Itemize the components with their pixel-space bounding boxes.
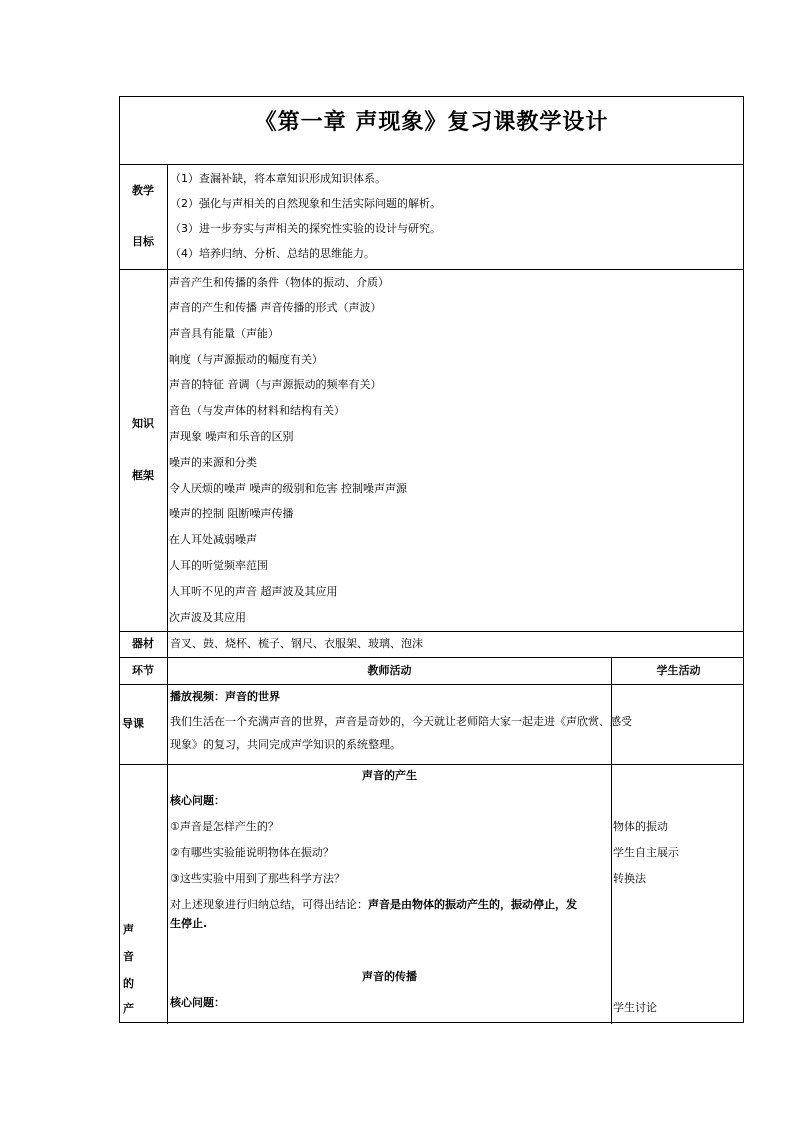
student-activity: 学生自主展示 [613, 846, 679, 859]
conclusion-line [170, 898, 577, 912]
objective-item: （4）培养归纳、分析、总结的思维能力。 [170, 247, 375, 260]
row-divider [120, 269, 743, 270]
intro-label: 导课 [122, 717, 144, 730]
objective-item: （3）进一步夯实与声相关的探究性实验的设计与研究。 [170, 222, 441, 235]
intro-text: 我们生活在一个充满声音的世界，声音是奇妙的，今天就让老师陪大家一起走进《声欣赏、感受 [170, 715, 632, 728]
objectives-label-a: 教学 [132, 184, 154, 197]
section-label-char: 声 [123, 923, 134, 936]
framework-line: 声音具有能量（声能） [169, 327, 279, 340]
question-item: ②有哪些实验能说明物体在振动？ [170, 846, 334, 859]
header-stage: 环节 [132, 664, 154, 677]
framework-line: 音色（与发声体的材料和结构有关） [169, 404, 345, 417]
framework-line: 响度（与声源振动的幅度有关） [169, 353, 323, 366]
framework-line: 声音的产生和传播 声音传播的形式（声波） [169, 301, 382, 314]
framework-line: 噪声的来源和分类 [169, 456, 257, 469]
column-divider [611, 657, 612, 1024]
section-label-char: 产 [123, 1002, 134, 1015]
framework-label-a: 知识 [132, 417, 154, 430]
framework-line: 声音产生和传播的条件（物体的振动、介质） [169, 276, 389, 289]
conclusion-prefix: 对上述现象进行归纳总结，可得出结论： [170, 898, 368, 911]
framework-line: 次声波及其应用 [169, 611, 246, 624]
conclusion-line-2: 生停止. [170, 917, 208, 930]
row-divider [120, 657, 743, 658]
framework-line: 噪声的控制 阻断噪声传播 [169, 507, 294, 520]
subsection-title: 声音的产生 [362, 769, 417, 782]
intro-heading: 播放视频：声音的世界 [170, 690, 280, 703]
framework-line: 人耳听不见的声音 超声波及其应用 [169, 585, 338, 598]
student-activity: 物体的振动 [613, 820, 668, 833]
row-divider [120, 684, 743, 685]
document-title: 《第一章 声现象》复习课教学设计 [254, 110, 609, 135]
objectives-label-b: 目标 [132, 235, 154, 248]
section-label-char: 音 [123, 950, 134, 963]
equipment-label: 器材 [132, 637, 154, 650]
header-student: 学生活动 [656, 664, 701, 677]
question-item: ③这些实验中用到了那些科学方法？ [170, 872, 345, 885]
framework-line: 声音的特征 音调（与声源振动的频率有关） [169, 378, 382, 391]
core-question-label: 核心问题： [170, 794, 225, 807]
framework-line: 在人耳处减弱噪声 [169, 533, 257, 546]
framework-line: 人耳的听觉频率范围 [169, 559, 268, 572]
objective-item: （2）强化与声相关的自然现象和生活实际问题的解析。 [170, 197, 441, 210]
conclusion-bold: 声音是由物体的振动产生的，振动停止，发 [368, 898, 577, 911]
row-divider [120, 631, 743, 632]
row-divider [120, 764, 743, 765]
student-activity: 学生讨论 [613, 1001, 657, 1014]
row-divider [120, 164, 743, 165]
equipment-value: 音叉、鼓、烧杯、梳子、钢尺、衣服架、玻璃、泡沫 [170, 637, 423, 650]
section-label-char: 的 [123, 977, 134, 990]
student-activity: 转换法 [613, 872, 646, 885]
column-divider [167, 164, 168, 1024]
header-teacher: 教师活动 [367, 664, 412, 677]
subsection-title: 声音的传播 [362, 970, 417, 983]
framework-label-b: 框架 [132, 469, 154, 482]
core-question-label: 核心问题： [170, 996, 225, 1009]
framework-line: 声现象 噪声和乐音的区别 [169, 430, 294, 443]
objective-item: （1）查漏补缺，将本章知识形成知识体系。 [170, 172, 386, 185]
lesson-plan-table [119, 96, 744, 1023]
question-item: ①声音是怎样产生的？ [170, 820, 279, 833]
framework-line: 令人厌烦的噪声 噪声的级别和危害 控制噪声声源 [169, 482, 407, 495]
intro-text: 现象》的复习，共同完成声学知识的系统整理。 [170, 738, 401, 751]
